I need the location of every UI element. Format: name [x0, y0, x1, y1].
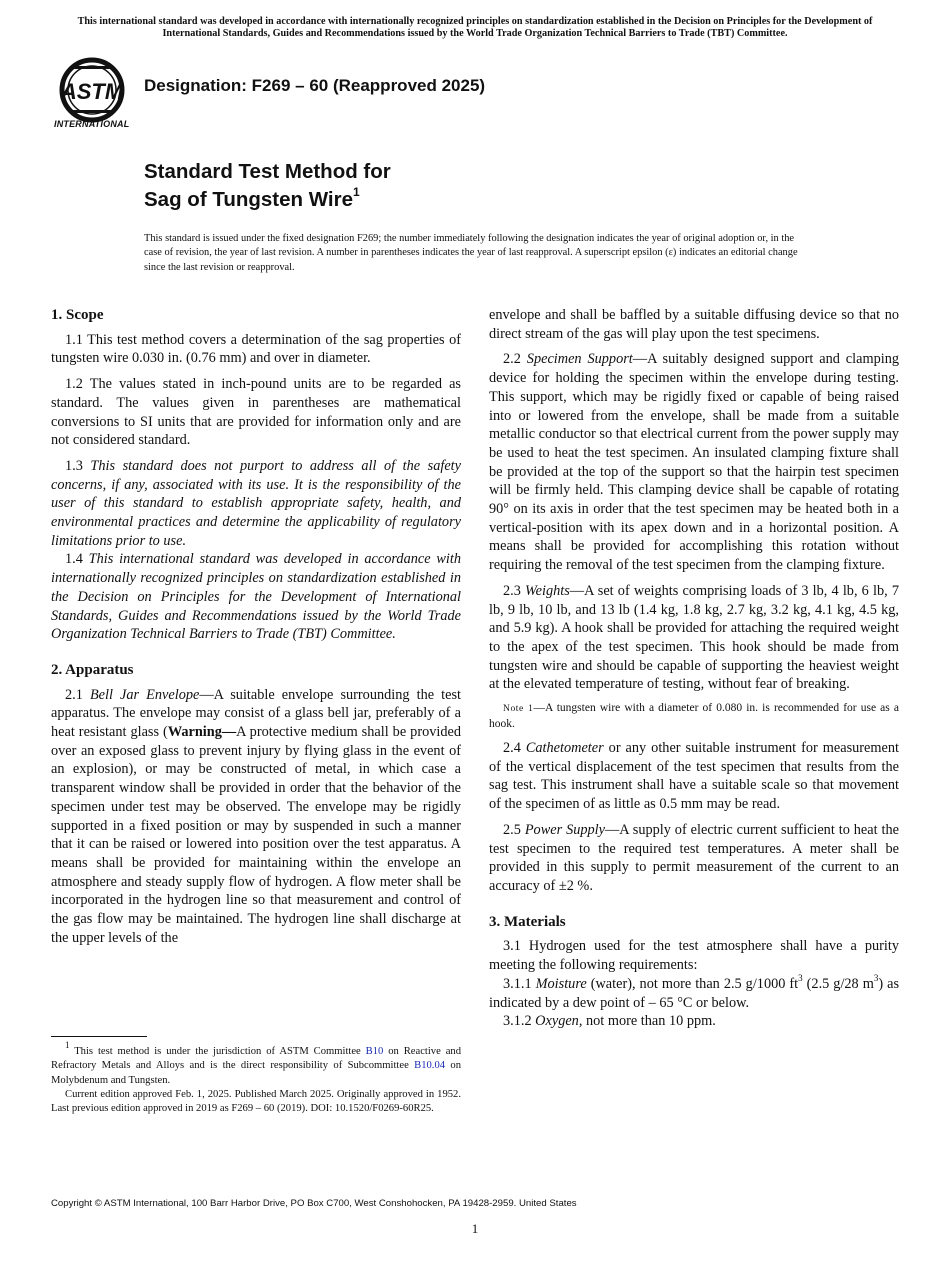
section-heading-scope: 1. Scope	[51, 307, 104, 323]
paragraph-1-2: 1.2 The values stated in inch-pound units are to be regarded as standard. The values given in parentheses are mathematical conversions to SI units that are provided for information only and are not considered standard.	[51, 376, 461, 449]
paragraph-text: (2.5 g/28 m	[806, 975, 874, 992]
copyright-notice: Copyright © ASTM International, 100 Barr Harbor Drive, PO Box C700, West Conshohocken, PA 19428-2959. United States	[51, 1198, 577, 1209]
paragraph-term: Weights	[525, 582, 570, 599]
paragraph-number: 2.3	[503, 582, 526, 599]
warning-label: Warning—	[167, 724, 237, 741]
paragraph-3-1-1	[489, 975, 899, 1012]
paragraph-number: 2.2	[503, 351, 527, 368]
paragraph-text: —A supply of electric current sufficient to heat the test specimen to the required test temperatures. A meter shall be provided in this supply to permit measurement of the current to an accuracy of ±2 %.	[489, 821, 899, 894]
paragraph-1-4	[51, 550, 461, 644]
paragraph-1-1: 1.1 This test method covers a determination of the sag properties of tungsten wire 0.030 in. (0.76 mm) and over in diameter.	[51, 331, 461, 367]
note-label: Note 1	[503, 704, 534, 715]
note-text: —A tungsten wire with a diameter of 0.080 in. is recommended for use as a hook.	[489, 702, 899, 731]
paragraph-text: This international standard was developed in accordance with internationally recognized principles on standardization established in the Decision on Principles for the Development of International Standards, Guides and Recommendations issued by the World Trade Organization Technical Barriers to Trade (TBT) Committee.	[51, 551, 461, 643]
title-line-2	[144, 183, 391, 211]
standardization-notice: This international standard was developed in accordance with internationally recognized principles on standardization established in the Decision on Principles for the Development of International Standards, Guides and Recommendations issued by the World Trade Organization Technical Barriers to Trade (TBT) Committee.	[77, 16, 873, 39]
footnote-text: This test method is under the jurisdiction of ASTM Committee	[69, 1046, 366, 1057]
section-heading-materials: 3. Materials	[489, 913, 566, 930]
note-1	[489, 701, 899, 732]
paragraph-3-1-2	[489, 1012, 899, 1031]
committee-link[interactable]: B10	[365, 1046, 384, 1057]
paragraph-number: 1.3	[65, 457, 91, 474]
left-column	[51, 306, 461, 955]
paragraph-2-1	[51, 686, 461, 948]
paragraph-text: (water), not more than 2.5 g/1000 ft	[586, 975, 799, 992]
paragraph-1-3	[51, 457, 461, 551]
paragraph-2-5	[489, 821, 899, 896]
title-line-2-text: Sag of Tungsten Wire	[144, 187, 353, 211]
footnote-edition: Current edition approved Feb. 1, 2025. Published March 2025. Originally approved in 1952. Last previous edition approved in 2019 as F269 – 60 (2019). DOI: 10.1520/F0269-60R25.	[51, 1088, 461, 1115]
paragraph-2-1-continued: envelope and shall be baffled by a suitable diffusing device so that no direct stream of the gas will play upon the test specimens.	[489, 307, 899, 342]
paragraph-text: not more than 10 ppm.	[582, 1013, 716, 1030]
paragraph-term: Bell Jar Envelope	[89, 686, 200, 703]
title-line-1: Standard Test Method for	[144, 160, 391, 183]
footnote-divider	[51, 1036, 147, 1037]
designation: Designation: F269 – 60 (Reapproved 2025)	[144, 76, 486, 95]
logo-text: ASTM	[60, 79, 124, 104]
footnotes	[51, 1040, 461, 1116]
paragraph-number: 2.5	[503, 821, 525, 838]
paragraph-term: Power Supply	[524, 821, 605, 838]
title-footnote-mark: 1	[353, 185, 360, 199]
footnote-text: on Reactive and Refractory Metals and Alloys and is the direct responsibility of Subcommittee	[51, 1046, 461, 1072]
subcommittee-link[interactable]: B10.04	[414, 1060, 446, 1072]
paragraph-text: —A set of weights comprising loads of 3 lb, 4 lb, 6 lb, 7 lb, 9 lb, 10 lb, and 13 lb (1.4 kg, 1.8 kg, 2.7 kg, 3.2 kg, 4.1 kg, 4.5 kg, and 5.9 kg). A hook shall be provided for attaching the required weight to the apex of the test specimen. This hook should be made from tungsten wire and should be capable of supporting the heaviest weight at the elevated temperature of testing, without fear of breaking.	[489, 582, 899, 693]
paragraph-term: Cathetometer	[525, 740, 604, 757]
superscript: 3	[873, 973, 879, 984]
paragraph-number: 2.4	[503, 740, 526, 757]
paragraph-2-4	[489, 739, 899, 814]
paragraph-number: 2.1	[65, 686, 90, 703]
paragraph-term: Oxygen,	[535, 1013, 583, 1030]
paragraph-text: This standard does not purport to address all of the safety concerns, if any, associated with its use. It is the responsibility of the user of this standard to establish appropriate safety, health, and environmental practices and determine the applicability of regulatory limitations prior to use.	[51, 457, 461, 549]
footnote-text: on Molybdenum and Tungsten.	[51, 1060, 461, 1086]
paragraph-text: A protective medium shall be provided over an exposed glass to prevent injury by flying glass in the event of an explosion), or may be constructed of metal, in which case a transparent window shall be provided in order that the behavior of the specimen under test may be observed. The envelope may be rigidly supported in a fixed position or may by suspended in such a manner that it can be raised or lowered into position over the test apparatus. A means shall be provided for maintaining within the envelope an atmosphere and steady supply flow of hydrogen. A flow meter shall be incorporated in the hydrogen line so that measurement and control of the gas flow may be maintained. The hydrogen line shall discharge at the upper levels of the	[51, 724, 461, 946]
paragraph-text: or any other suitable instrument for measurement of the vertical displacement of the test specimen that results from the sag test. This instrument shall have a suitable scale so that movement of the specimen of as little as 0.5 mm may be read.	[489, 740, 899, 813]
paragraph-number: 3.1.2	[503, 1013, 536, 1030]
page-title	[144, 160, 391, 211]
section-heading-apparatus: 2. Apparatus	[51, 661, 134, 678]
paragraph-term: Specimen Support	[526, 351, 633, 368]
paragraph-text: —A suitable envelope surrounding the test apparatus. The envelope may consist of a glass bell jar, preferably of a heat resistant glass (	[51, 686, 461, 741]
paragraph-term: Moisture	[535, 975, 587, 992]
paragraph-3-1: 3.1 Hydrogen used for the test atmosphere shall have a purity meeting the following requirements:	[489, 938, 899, 974]
superscript: 3	[798, 973, 803, 984]
page-number: 1	[471, 1221, 479, 1236]
paragraph-text: —A suitably designed support and clamping device for holding the specimen within the envelope during testing. This support, which may be rigidly fixed or capable of being raised into or lowered from the envelope, shall be made from a suitable metallic conductor so that electrical current from the power supply may be used to heat the test specimen. An insulated clamping fixture shall be provided at the top of the support so that the hairpin test specimen will be firmly held. This clamping device shall be capable of rotating 90° on its axis in order that the test specimen may be heated both in a vertical-position with its apex down and in a horizontal position. A means shall be provided for accomplishing this rotation without requiring the removal of the test specimen from the clamping fixture.	[489, 351, 900, 574]
paragraph-text: ) as indicated by a dew point of – 65 °C or below.	[489, 975, 900, 1011]
paragraph-number: 1.4	[65, 551, 89, 568]
logo-caption: INTERNATIONAL	[54, 119, 130, 129]
footnote-mark: 1	[65, 1040, 70, 1051]
paragraph-2-3	[489, 582, 899, 694]
paragraph-number: 3.1.1	[503, 975, 536, 992]
right-column	[489, 306, 899, 1031]
paragraph-2-2	[489, 350, 899, 574]
issuance-abstract: This standard is issued under the fixed designation F269; the number immediately following the designation indicates the year of original adoption or, in the case of revision, the year of last revision. A number in parentheses indicates the year of last reapproval. A superscript epsilon (ε) indicates an editorial change since the last revision or reapproval.	[144, 233, 798, 273]
footnote-1	[51, 1040, 461, 1088]
